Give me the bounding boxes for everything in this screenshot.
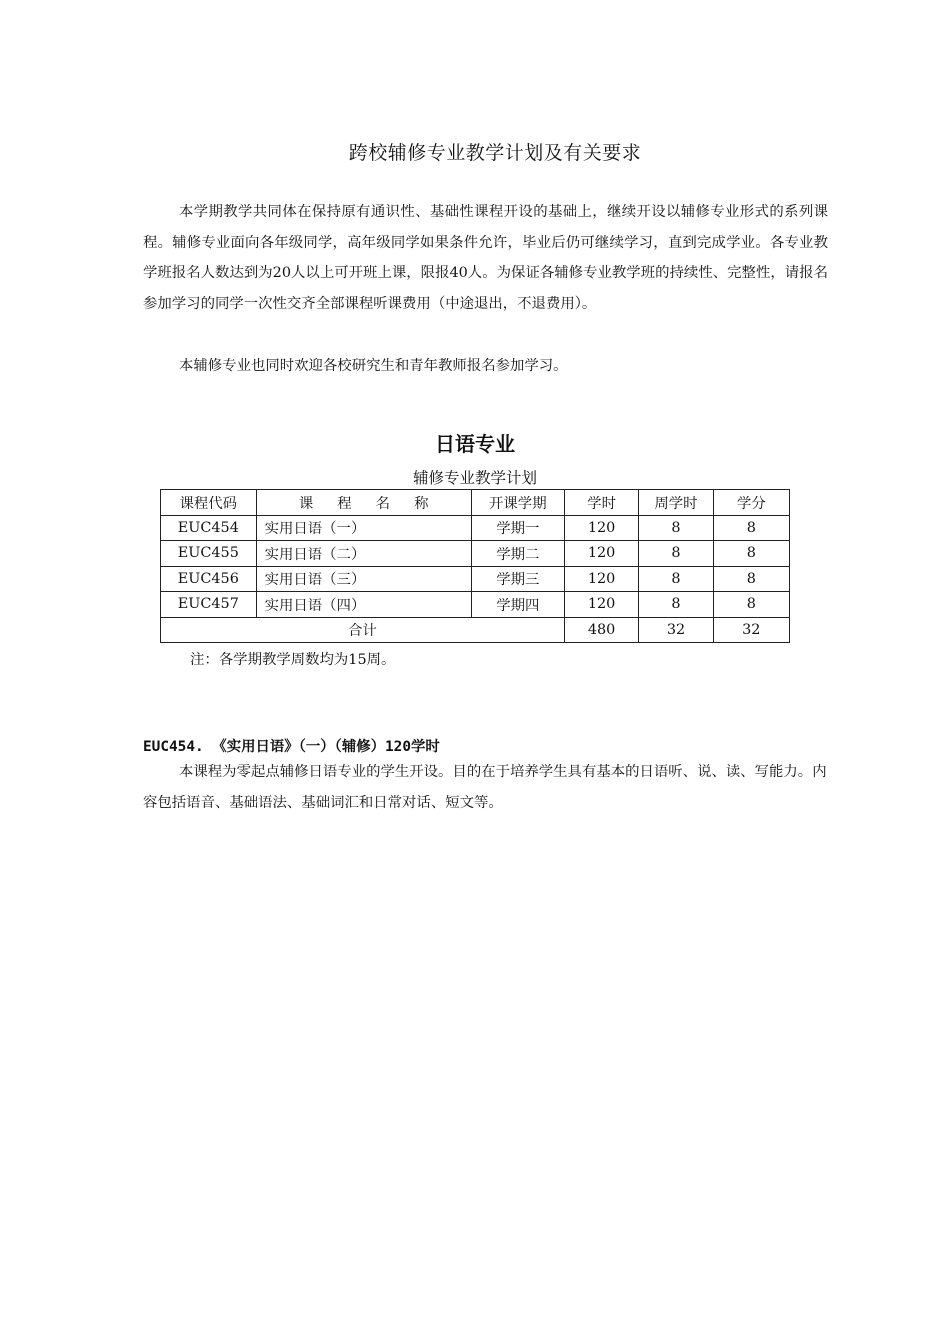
header-hours: 学时 [564, 490, 638, 516]
cell-term: 学期四 [471, 592, 564, 618]
document-title: 跨校辅修专业教学计划及有关要求 [348, 142, 642, 164]
cell-credits: 8 [713, 592, 789, 618]
cell-code: EUC456 [161, 566, 257, 592]
cell-credits: 8 [713, 566, 789, 592]
cell-name: 实用日语（三） [256, 566, 471, 592]
cell-hours: 120 [564, 515, 638, 541]
header-code: 课程代码 [161, 490, 257, 516]
intro-paragraph: 本学期教学共同体在保持原有通识性、基础性课程开设的基础上，继续开设以辅修专业形式的系列课程。辅修专业面向各年级同学，高年级同学如果条件允许，毕业后仍可继续学习，直到完成学业。各专业教学班报名人数达到为20人以上可开班上课，限报40人。为保证各辅修专业教学班的持续性、完整性，请报名参加学习的同学一次性交齐全部课程听课费用（中途退出，不退费用）。 [143, 204, 828, 312]
table-note: 注：各学期教学周数均为15周。 [190, 652, 396, 668]
total-credits: 32 [713, 617, 789, 643]
cell-term: 学期一 [471, 515, 564, 541]
total-label: 合计 [161, 617, 565, 643]
header-term: 开课学期 [471, 490, 564, 516]
cell-name: 实用日语（一） [256, 515, 471, 541]
cell-name: 实用日语（四） [256, 592, 471, 618]
table-row [161, 592, 790, 618]
cell-hours: 120 [564, 541, 638, 567]
cell-weekly-hours: 8 [639, 566, 713, 592]
cell-term: 学期二 [471, 541, 564, 567]
cell-credits: 8 [713, 515, 789, 541]
table-row [161, 541, 790, 567]
course-heading: EUC454. 《实用日语》（一）（辅修）120学时 [143, 739, 440, 755]
cell-weekly-hours: 8 [639, 541, 713, 567]
table-row [161, 515, 790, 541]
header-weekly-hours: 周学时 [639, 490, 713, 516]
table-total-row [161, 617, 790, 643]
course-description: 本课程为零起点辅修日语专业的学生开设。目的在于培养学生具有基本的日语听、说、读、写能力。内容包括语音、基础语法、基础词汇和日常对话、短文等。 [143, 764, 827, 811]
cell-weekly-hours: 8 [639, 515, 713, 541]
table-caption: 辅修专业教学计划 [412, 469, 537, 487]
total-hours: 480 [564, 617, 638, 643]
teaching-plan-table [160, 489, 790, 643]
header-name-label: 课程名称 [298, 495, 453, 512]
cell-code: EUC454 [161, 515, 257, 541]
total-weekly-hours: 32 [639, 617, 713, 643]
table-header-row [161, 490, 790, 516]
header-name [256, 490, 471, 516]
welcome-paragraph: 本辅修专业也同时欢迎各校研究生和青年教师报名参加学习。 [179, 358, 568, 374]
major-title: 日语专业 [435, 432, 515, 456]
header-credits: 学分 [713, 490, 789, 516]
cell-term: 学期三 [471, 566, 564, 592]
cell-hours: 120 [564, 592, 638, 618]
cell-hours: 120 [564, 566, 638, 592]
cell-name: 实用日语（二） [256, 541, 471, 567]
cell-credits: 8 [713, 541, 789, 567]
cell-weekly-hours: 8 [639, 592, 713, 618]
table-row [161, 566, 790, 592]
cell-code: EUC455 [161, 541, 257, 567]
cell-code: EUC457 [161, 592, 257, 618]
